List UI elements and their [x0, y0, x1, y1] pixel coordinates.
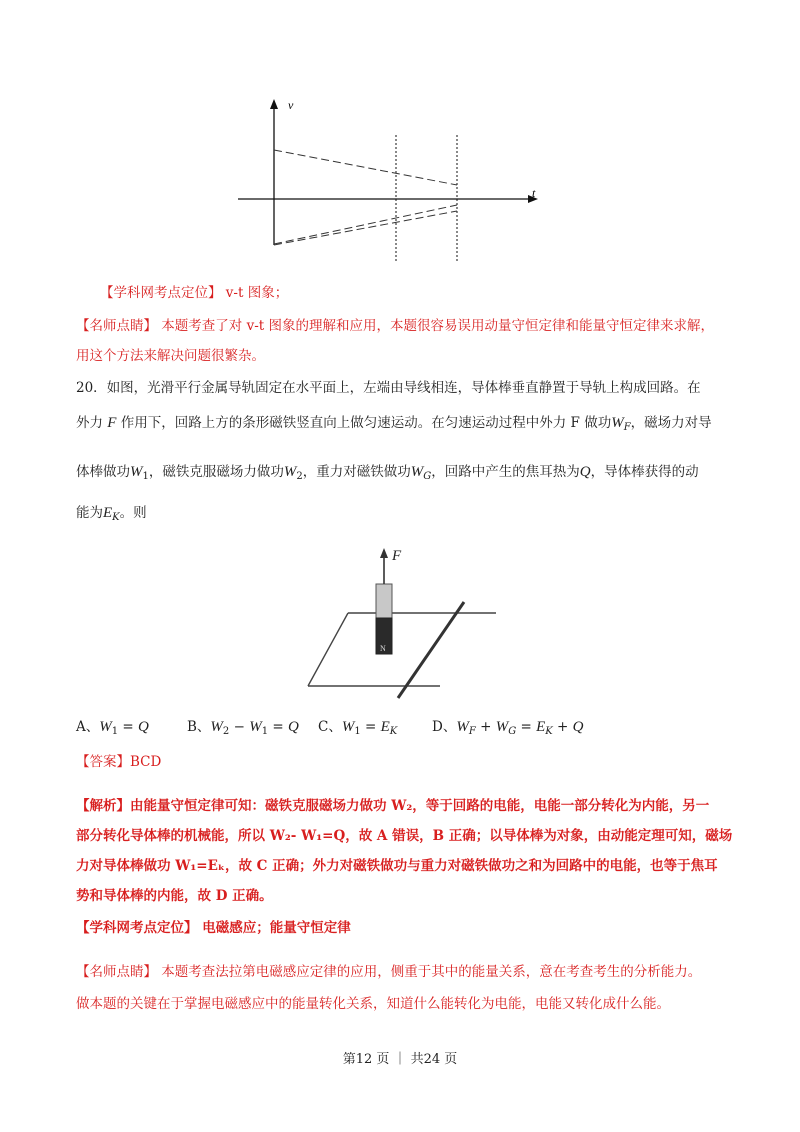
option-c-letter: C、	[318, 719, 342, 735]
jiexi-text2: 部分转化导体棒的机械能，所以 W₂- W₁=Q，故 A 错误，B 正确；以导体棒为对象，由动能定理可知，磁场	[76, 828, 733, 844]
dashed-line-upper	[274, 150, 457, 185]
opt-op: =	[516, 719, 537, 735]
jiexi-text3: 力对导体棒做功 W₁=Eₖ，故 C 正确；外力对磁铁做功与重力对磁铁做功之和为回路中的电能，也等于焦耳	[76, 858, 718, 874]
q-sub: G	[423, 471, 432, 482]
q-text: ，重力对磁铁做功	[302, 464, 411, 480]
question-line2	[76, 413, 712, 438]
option-a-letter: A、	[76, 719, 100, 735]
option-b-letter: B、	[187, 719, 211, 735]
q-math-W: W	[130, 464, 143, 480]
opt-op: =	[118, 719, 139, 735]
opt-sub: 2	[222, 726, 230, 737]
question-line1	[76, 378, 701, 398]
question-text1: 如图，光滑平行金属导轨固定在水平面上，左端由导线相连，导体棒垂直静置于导轨上构成回路。在	[106, 380, 701, 396]
t-axis-label: t	[532, 186, 536, 200]
opt-math: E	[536, 719, 546, 735]
q-text: ，磁场力对导	[630, 415, 712, 431]
dianjing-1-tag: 【名师点睛】	[76, 318, 157, 334]
kaodian-2-text: 电磁感应；能量守恒定律	[202, 920, 351, 936]
opt-math: W	[99, 719, 112, 735]
option-d-letter: D、	[432, 719, 457, 735]
dianjing-2-line2	[76, 994, 670, 1014]
jiexi-text4: 势和导体棒的内能，故 D 正确。	[76, 888, 273, 904]
q-math-E: E	[103, 505, 113, 521]
question-line3	[76, 462, 699, 487]
option-b	[187, 717, 299, 742]
jiexi-line4	[76, 886, 273, 906]
q-math-W: W	[611, 415, 624, 431]
opt-math: W	[341, 719, 355, 735]
opt-sub: K	[389, 726, 398, 737]
answer-value: BCD	[130, 754, 162, 770]
q-sub: K	[112, 512, 120, 523]
q-sub: F	[623, 422, 631, 433]
q-text: 。则	[119, 505, 147, 521]
dianjing-1-line1	[76, 316, 714, 336]
q-text: 作用下，回路上方的条形磁铁竖直向上做匀速运动。在匀速运动过程中外力 F 做功	[120, 415, 612, 431]
jiexi-text1: 由能量守恒定律可知：磁铁克服磁场力做功 W₂，等于回路的电能，电能一部分转化为内能，另一	[130, 798, 710, 814]
opt-op: =	[268, 719, 288, 735]
dianjing-2-text2: 做本题的关键在于掌握电磁感应中的能量转化关系，知道什么能转化为电能，电能又转化成什么能。	[76, 996, 670, 1012]
magnet-pole-mark: N	[380, 644, 386, 653]
opt-math: E	[380, 719, 390, 735]
kaodian-1-text: v-t 图象；	[225, 285, 289, 301]
opt-op: +	[552, 719, 573, 735]
q-text: ，导体棒获得的动	[590, 464, 699, 480]
opt-sub: K	[545, 726, 553, 737]
dianjing-1-line2	[76, 346, 265, 366]
dianjing-2-tag: 【名师点睛】	[76, 964, 157, 980]
rail-connector	[308, 613, 348, 686]
kaodian-1-tag: 【学科网考点定位】	[100, 285, 222, 301]
page-footer	[0, 1050, 800, 1070]
q-text: ，磁铁克服磁场力做功	[148, 464, 284, 480]
opt-math: W	[495, 719, 509, 735]
opt-math: Q	[287, 719, 299, 735]
page-number: 第12 页 ｜ 共24 页	[342, 1052, 458, 1067]
q-sub: 2	[296, 471, 303, 482]
conductor-bar	[398, 602, 464, 698]
opt-op: −	[229, 719, 250, 735]
v-axis-label: v	[288, 98, 294, 112]
jiexi-line1	[76, 796, 709, 816]
opt-sub: 1	[261, 726, 269, 737]
kaodian-2-tag: 【学科网考点定位】	[76, 920, 198, 936]
option-c	[318, 717, 397, 742]
q-math-F: F	[107, 415, 117, 431]
kaodian-1	[100, 283, 288, 303]
option-d	[432, 717, 584, 742]
q-text: 能为	[76, 505, 103, 521]
opt-sub: 1	[111, 726, 119, 737]
question-line4	[76, 503, 147, 528]
jiexi-tag: 【解析】	[76, 798, 130, 814]
q-text: 外力	[76, 415, 103, 431]
answer-tag: 【答案】	[76, 754, 130, 770]
q-math-Q: Q	[579, 464, 591, 480]
vt-graph	[230, 95, 550, 265]
opt-sub: F	[468, 726, 476, 737]
jiexi-line2	[76, 826, 732, 846]
option-a	[76, 717, 149, 742]
dianjing-2-line1	[76, 962, 701, 982]
answer	[76, 752, 161, 772]
jiexi-line3	[76, 856, 718, 876]
bar-magnet-top	[376, 584, 392, 618]
opt-math: Q	[572, 719, 584, 735]
dianjing-1-text1: 本题考查了对 v-t 图象的理解和应用，本题很容易误用动量守恒定律和能量守恒定律来求解，	[161, 318, 714, 334]
opt-sub: 1	[354, 726, 361, 737]
force-label: F	[392, 548, 402, 564]
question-number: 20．	[76, 380, 107, 396]
q-math-W: W	[283, 464, 297, 480]
dashed-line-lower-2	[274, 211, 457, 245]
dianjing-2-text1: 本题考查法拉第电磁感应定律的应用，侧重于其中的能量关系，意在考查考生的分析能力。	[161, 964, 702, 980]
force-arrow-head	[380, 548, 388, 558]
magnet-rail-figure	[300, 540, 510, 705]
dianjing-1-text2: 用这个方法来解决问题很繁杂。	[76, 348, 265, 364]
q-text: ，回路中产生的焦耳热为	[431, 464, 580, 480]
v-axis-arrow	[270, 99, 278, 109]
q-sub: 1	[142, 471, 149, 482]
q-text: 体棒做功	[76, 464, 130, 480]
opt-op: +	[475, 719, 496, 735]
dashed-line-lower-1	[274, 205, 457, 244]
kaodian-2	[76, 918, 351, 938]
q-math-W: W	[410, 464, 424, 480]
opt-op: =	[360, 719, 381, 735]
opt-math: Q	[138, 719, 149, 735]
opt-math: W	[456, 719, 469, 735]
opt-math: W	[249, 719, 262, 735]
opt-math: W	[210, 719, 223, 735]
opt-sub: G	[508, 726, 517, 737]
